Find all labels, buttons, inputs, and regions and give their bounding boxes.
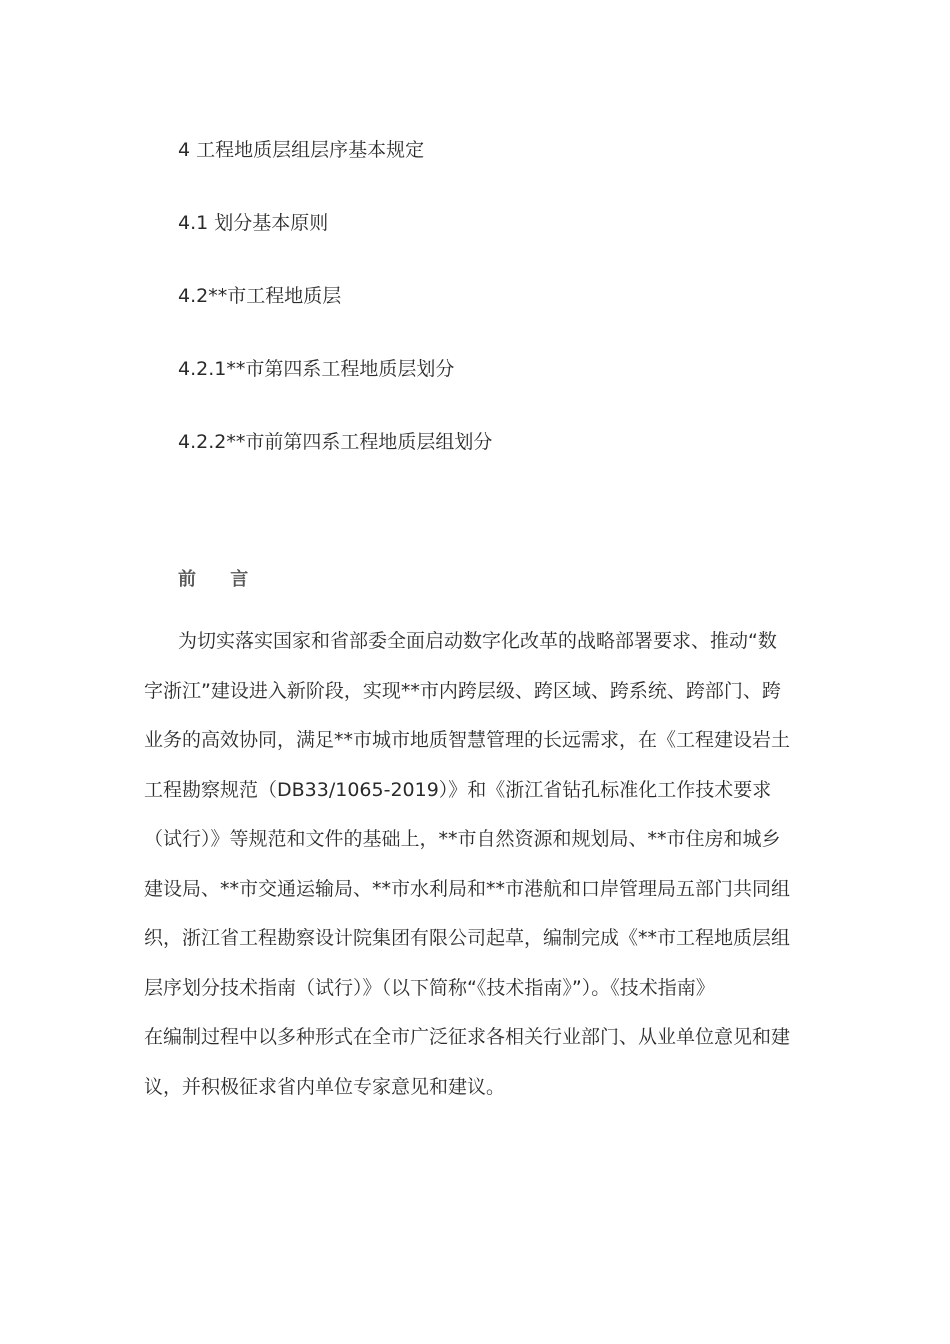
section-heading-4-2-2: 4.2.2**市前第四系工程地质层组划分 — [178, 431, 493, 453]
paragraph-line: 业务的高效协同，满足**市城市地质智慧管理的长远需求，在《工程建设岩土 — [144, 729, 791, 751]
paragraph-line: 在编制过程中以多种形式在全市广泛征求各相关行业部门、从业单位意见和建 — [144, 1026, 791, 1048]
preface-paragraph — [144, 626, 796, 1121]
paragraph-line: 为切实落实国家和省部委全面启动数字化改革的战略部署要求、推动“数 — [178, 630, 777, 652]
paragraph-line: 层序划分技术指南（试行）》（以下简称“《技术指南》”）。《技术指南》 — [144, 976, 715, 999]
section-heading-list — [178, 136, 492, 501]
paragraph-line: 建设局、**市交通运输局、**市水利局和**市港航和口岸管理局五部门共同组 — [144, 877, 791, 900]
section-heading-4-2-1: 4.2.1**市第四系工程地质层划分 — [178, 358, 455, 380]
section-heading-4-1: 4.1 划分基本原则 — [178, 212, 329, 234]
paragraph-line: 议，并积极征求省内单位专家意见和建议。 — [144, 1075, 506, 1098]
section-heading-4: 4 工程地质层组层序基本规定 — [178, 139, 425, 161]
preface-title: 前 言 — [178, 569, 263, 590]
paragraph-line: 字浙江”建设进入新阶段，实现**市内跨层级、跨区域、跨系统、跨部门、跨 — [144, 679, 781, 702]
paragraph-line: 工程勘察规范（DB33/1065-2019）》和《浙江省钻孔标准化工作技术要求 — [144, 778, 772, 801]
section-heading-4-2: 4.2**市工程地质层 — [178, 285, 342, 307]
paragraph-line: 织，浙江省工程勘察设计院集团有限公司起草，编制完成《**市工程地质层组 — [144, 927, 791, 949]
paragraph-line: （试行）》等规范和文件的基础上，**市自然资源和规划局、**市住房和城乡 — [144, 828, 781, 850]
